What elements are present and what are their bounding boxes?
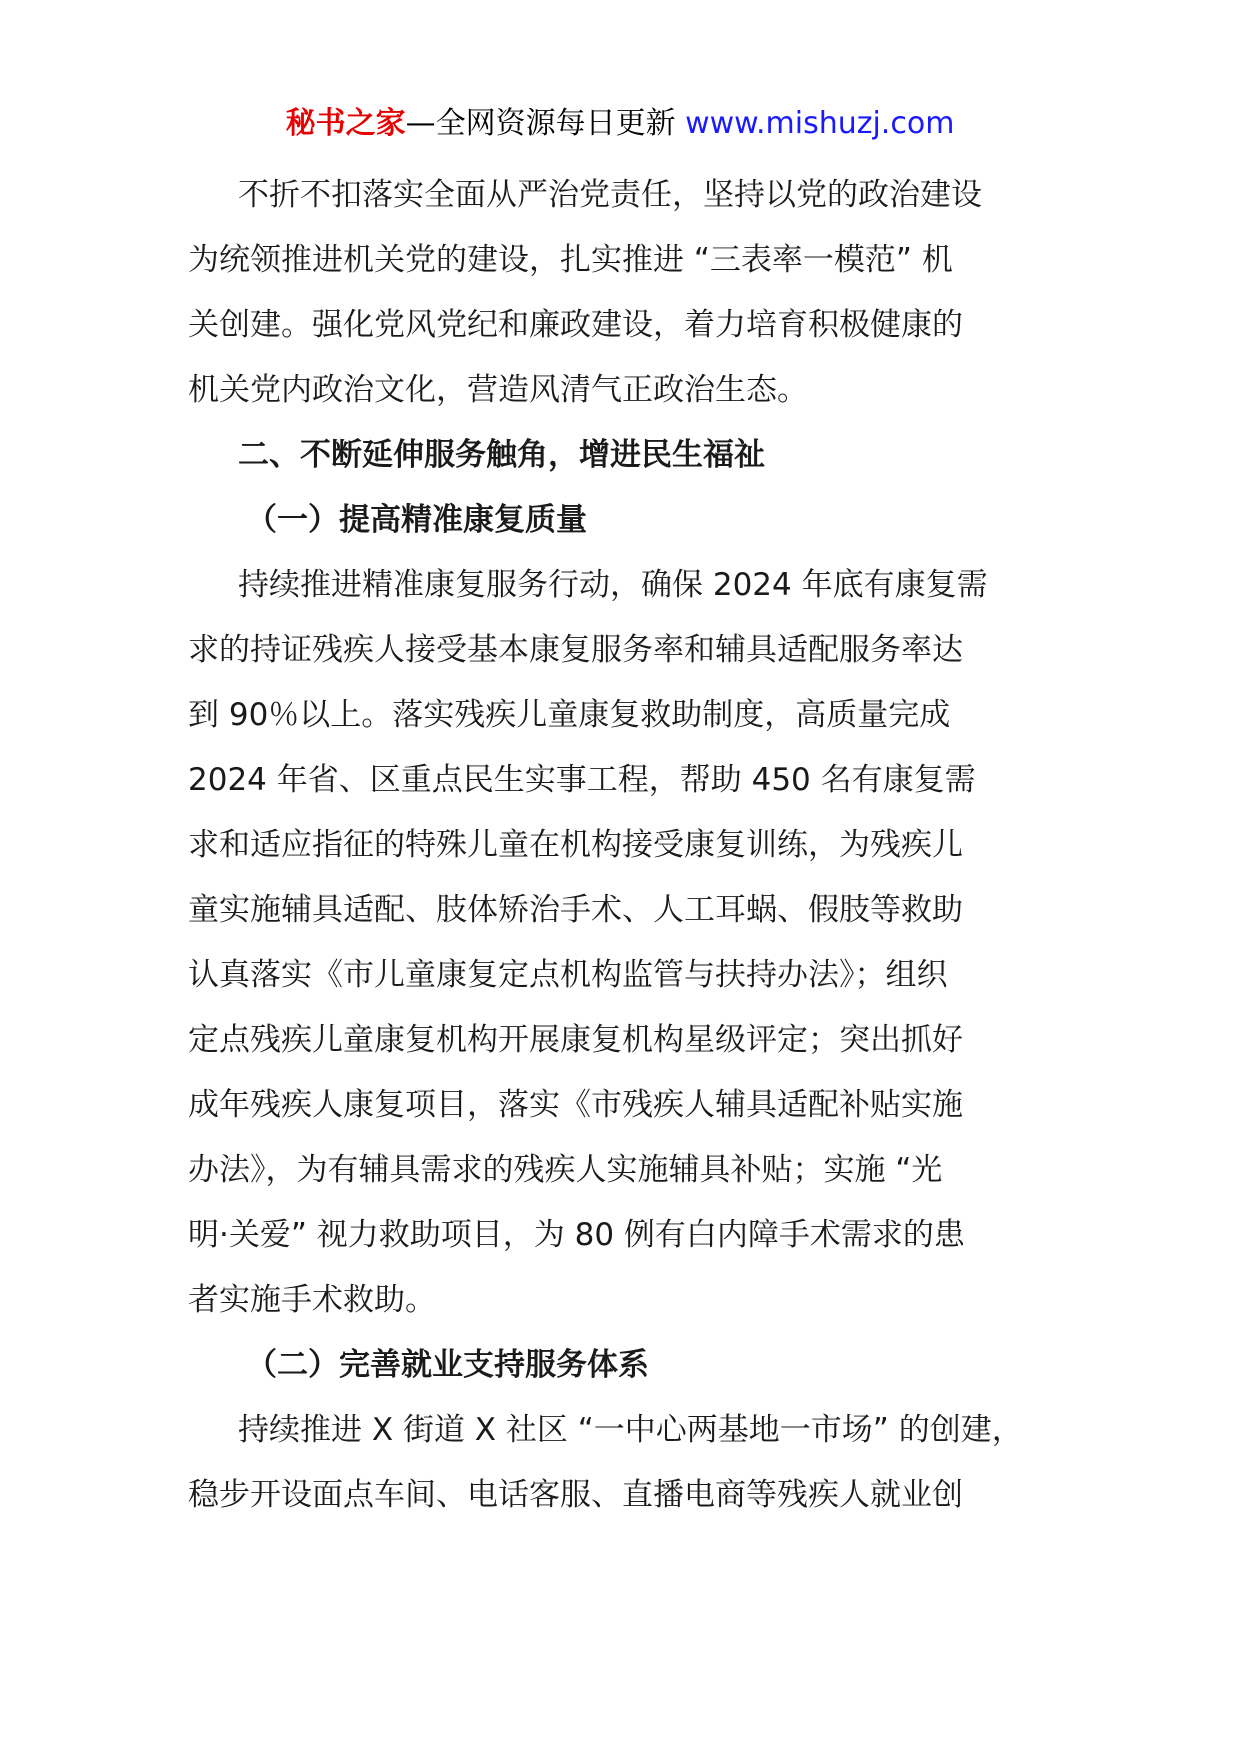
site-watermark-header <box>0 104 1240 144</box>
subsection-heading: （一）提高精准康复质量 <box>246 502 587 538</box>
paragraph-line: 者实施手术救助。 <box>188 1282 436 1318</box>
paragraph-line: 办法》，为有辅具需求的残疾人实施辅具补贴；实施 “光 <box>188 1152 943 1188</box>
paragraph-line: 到 90％以上。落实残疾儿童康复救助制度，高质量完成 <box>188 697 951 733</box>
paragraph-line: 不折不扣落实全面从严治党责任，坚持以党的政治建设 <box>238 177 982 213</box>
site-url[interactable]: www.mishuzj.com <box>675 106 955 141</box>
paragraph-line: 定点残疾儿童康复机构开展康复机构星级评定；突出抓好 <box>188 1022 963 1058</box>
subsection-heading: （二）完善就业支持服务体系 <box>246 1347 649 1383</box>
paragraph-line: 机关党内政治文化，营造风清气正政治生态。 <box>188 372 808 408</box>
paragraph-line: 求和适应指征的特殊儿童在机构接受康复训练，为残疾儿 <box>188 827 963 863</box>
paragraph-line: 明·关爱” 视力救助项目，为 80 例有白内障手术需求的患 <box>188 1217 965 1253</box>
brand-name: 秘书之家 <box>285 106 406 141</box>
paragraph-line: 持续推进 X 街道 X 社区 “一中心两基地一市场” 的创建， <box>238 1412 1023 1448</box>
paragraph-line: 稳步开设面点车间、电话客服、直播电商等残疾人就业创 <box>188 1477 963 1513</box>
paragraph-line: 童实施辅具适配、肢体矫治手术、人工耳蜗、假肢等救助 <box>188 892 963 928</box>
paragraph-line: 关创建。强化党风党纪和廉政建设，着力培育积极健康的 <box>188 307 963 343</box>
section-heading: 二、不断延伸服务触角，增进民生福祉 <box>238 437 765 473</box>
document-body <box>188 163 1068 1528</box>
header-tagline: —全网资源每日更新 <box>405 106 676 141</box>
paragraph-line: 持续推进精准康复服务行动，确保 2024 年底有康复需 <box>238 567 988 603</box>
paragraph-line: 2024 年省、区重点民生实事工程，帮助 450 名有康复需 <box>188 762 976 798</box>
paragraph-line: 求的持证残疾人接受基本康复服务率和辅具适配服务率达 <box>188 632 963 668</box>
paragraph-line: 认真落实《市儿童康复定点机构监管与扶持办法》；组织 <box>188 957 948 993</box>
paragraph-line: 成年残疾人康复项目，落实《市残疾人辅具适配补贴实施 <box>188 1087 963 1123</box>
paragraph-line: 为统领推进机关党的建设，扎实推进 “三表率一模范” 机 <box>188 242 953 278</box>
